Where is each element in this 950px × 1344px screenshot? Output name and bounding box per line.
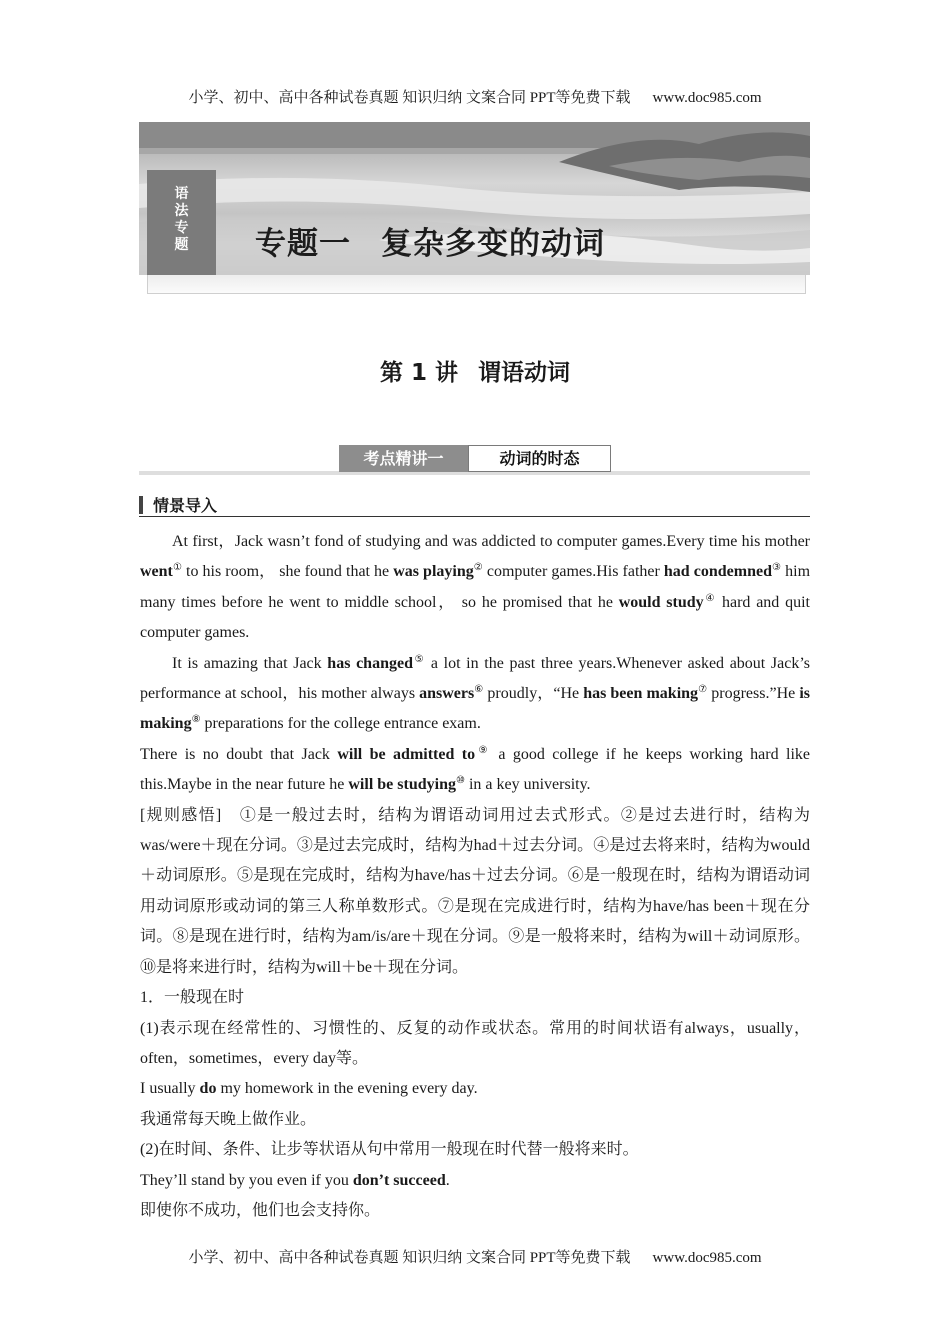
item-heading: 1．一般现在时: [140, 989, 245, 1007]
passage-paragraph: At first，Jack wasn’t fond of studying and was addicted to computer games.Every time his mother went① to his room， she found that he was playing② computer games.His father had condemned③ him many times before he went to middle school， so he promised that he would study④ hard and quit computer games.: [140, 533, 811, 642]
footer-text: 小学、初中、高中各种试卷真题 知识归纳 文案合同 PPT等免费下载: [188, 1250, 631, 1266]
subsection-heading: 情景导入: [139, 492, 810, 517]
page-footer: [0, 1246, 950, 1267]
header-url[interactable]: www.doc985.com: [652, 90, 762, 106]
example-sentence: I usually do my homework in the evening every day.: [140, 1080, 478, 1098]
point-paragraph: (1)表示现在经常性的、习惯性的、反复的动作或状态。常用的时间状语有always，usually，often，sometimes，every day等。: [140, 1019, 810, 1067]
page-header: [0, 86, 950, 107]
section-label: 考点精讲一: [339, 445, 468, 472]
banner-tag: 语 法 专 题: [147, 170, 216, 275]
example-translation: 即使你不成功，他们也会支持你。: [140, 1201, 381, 1219]
passage-paragraph: It is amazing that Jack has changed⑤ a lot in the past three years.Whenever asked about Jack’s performance at school，his mother always answers⑥ proudly，“He has been making⑦ progress.”He is making⑧ preparations for the college entrance exam.: [140, 653, 810, 733]
example-sentence: They’ll stand by you even if you don’t succeed.: [140, 1171, 450, 1189]
banner-shadow: [147, 275, 806, 294]
section-value: 动词的时态: [468, 445, 611, 472]
header-text: 小学、初中、高中各种试卷真题 知识归纳 文案合同 PPT等免费下载: [188, 90, 631, 106]
rule-paragraph: [规则感悟] ①是一般过去时，结构为谓语动词用过去式形式。②是过去进行时，结构为was/were＋现在分词。③是过去完成时，结构为had＋过去分词。④是过去将来时，结构为would＋动词原形。⑤是现在完成时，结构为have/has＋过去分词。⑥是一般现在时，结构为谓语动词用动词原形或动词的第三人称单数形式。⑦是现在完成进行时，结构为have/has been＋现在分词。⑧是现在进行时，结构为am/is/are＋现在分词。⑨是一般将来时，结构为will＋动词原形。⑩是将来进行时，结构为will＋be＋现在分词。: [140, 806, 810, 976]
point-paragraph: (2)在时间、条件、让步等状语从句中常用一般现在时代替一般将来时。: [140, 1141, 639, 1159]
passage-paragraph: There is no doubt that Jack will be admitted to⑨ a good college if he keeps working hard like this.Maybe in the near future he will be studying⑩ in a key university.: [140, 744, 810, 794]
topic-banner: [139, 122, 810, 275]
section-bar: [139, 445, 810, 475]
topic-title: 专题一 复杂多变的动词: [255, 226, 605, 262]
example-translation: 我通常每天晚上做作业。: [140, 1110, 317, 1128]
document-body: [140, 527, 810, 1226]
lecture-title: 第 1 讲 谓语动词: [379, 360, 571, 386]
heading-marker: [139, 496, 143, 514]
footer-url[interactable]: www.doc985.com: [652, 1250, 762, 1266]
